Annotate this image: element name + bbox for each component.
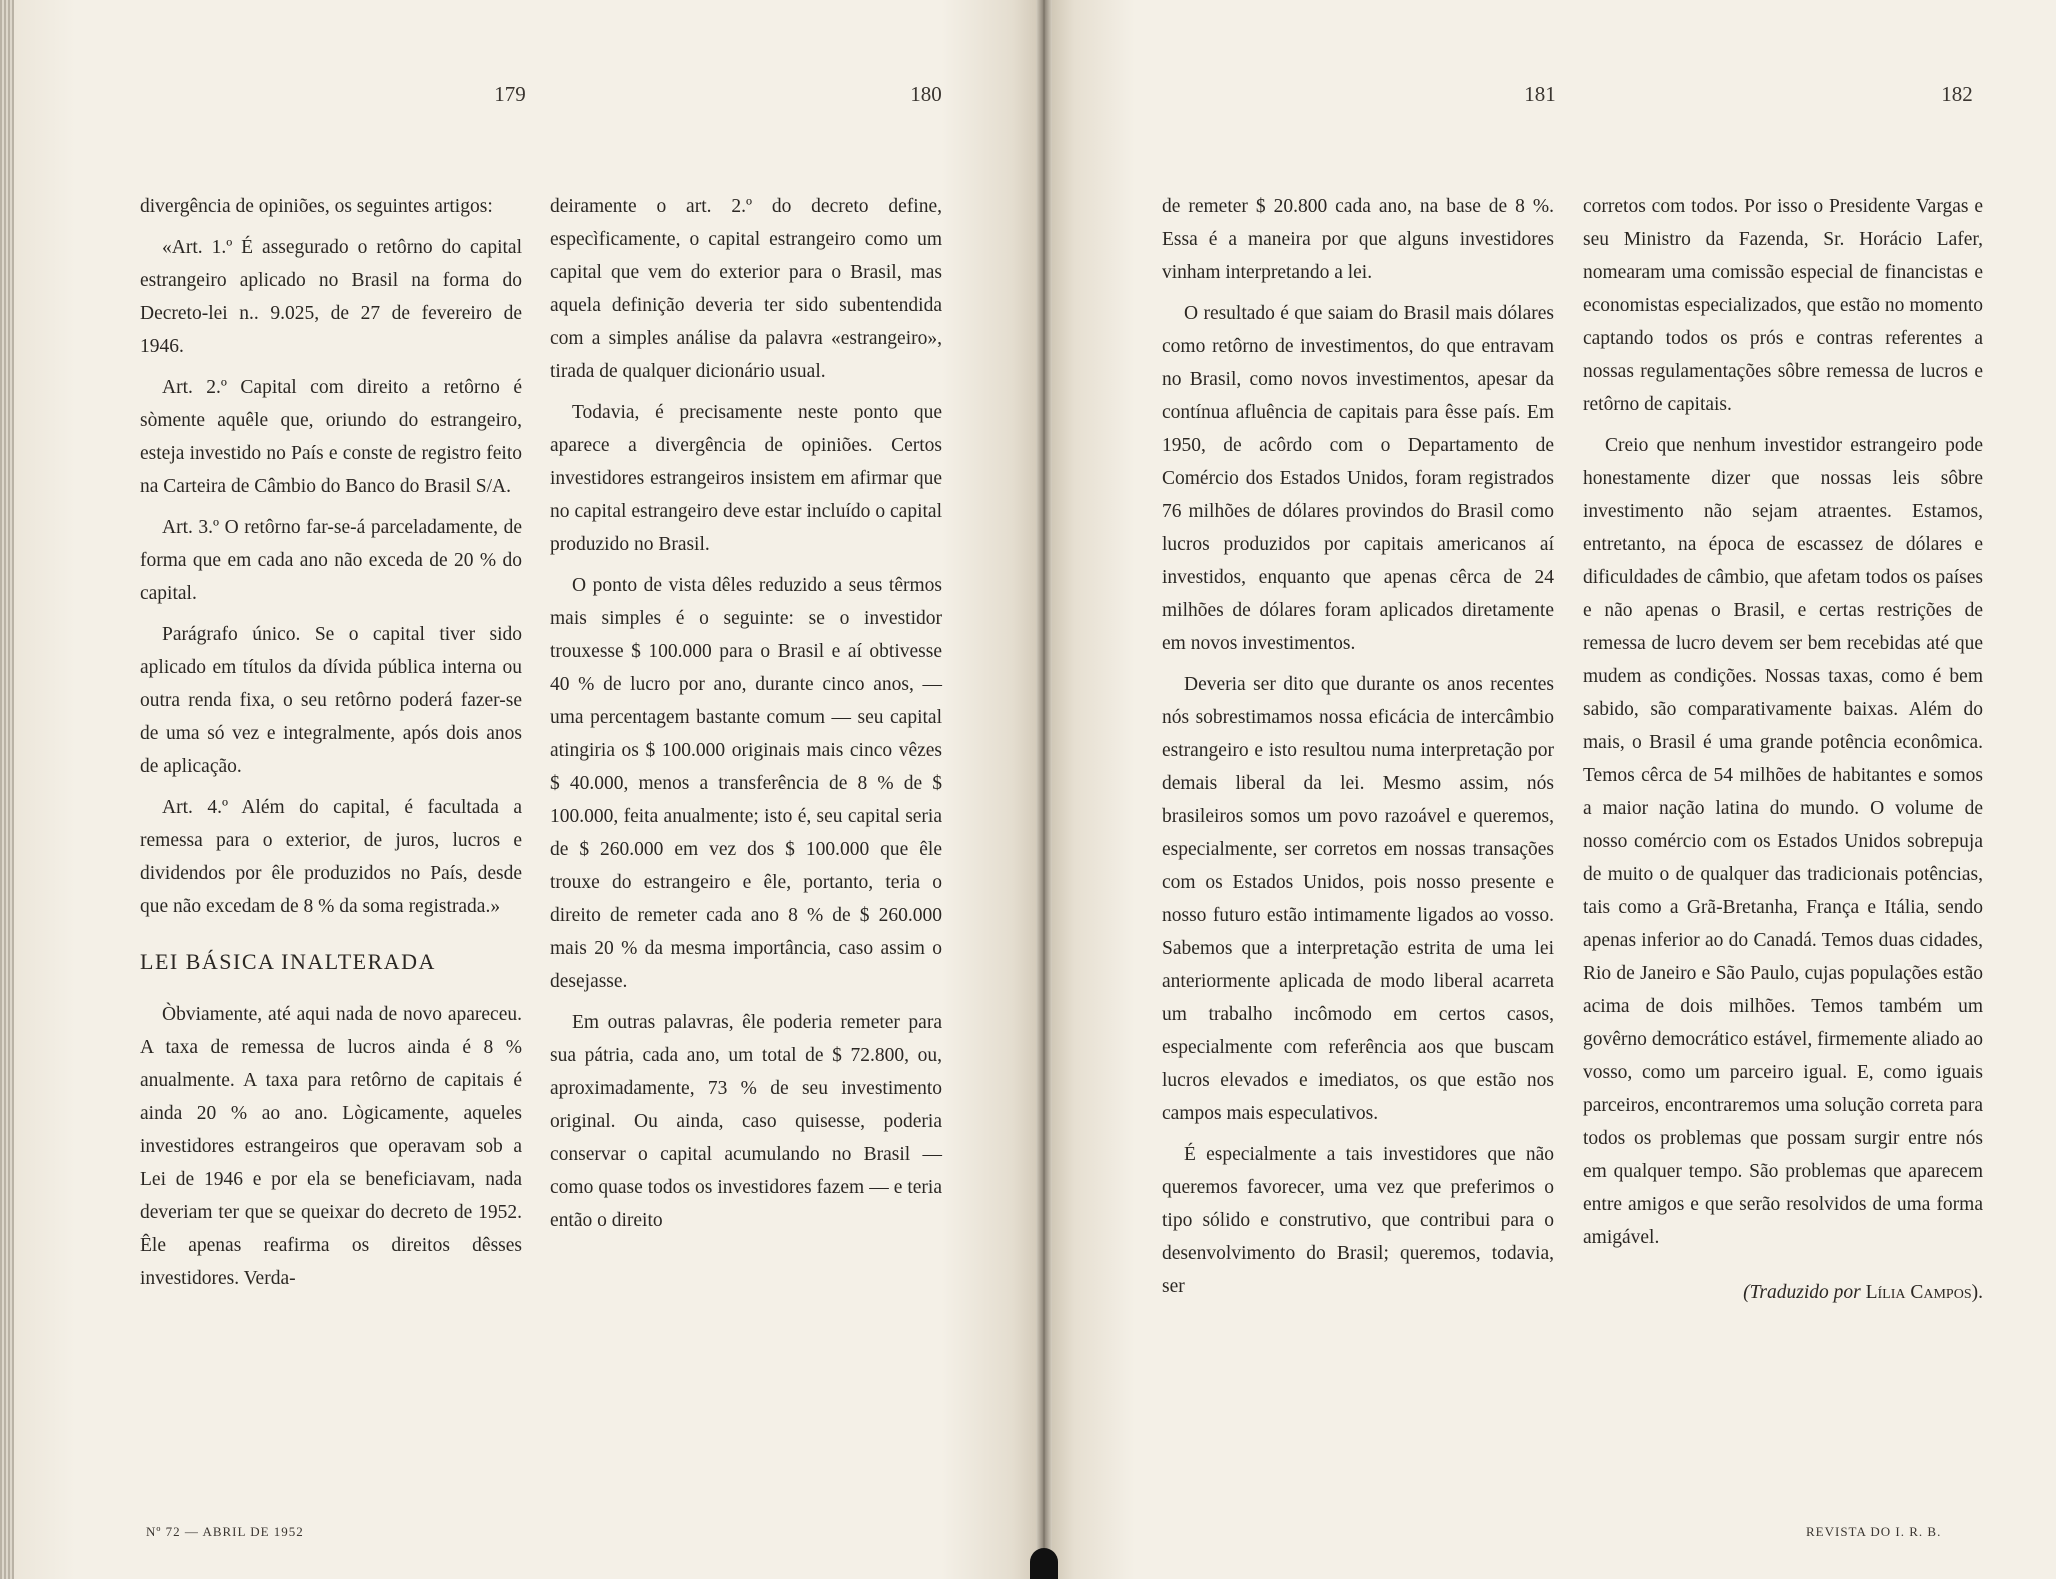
paragraph-art3: Art. 3.º O retôrno far-se-á parceladamente, de forma que em cada ano não exceda de 20 % do capital.	[140, 517, 522, 604]
footer-issue: Nº 72 — ABRIL DE 1952	[146, 1524, 304, 1539]
book-gutter	[1036, 0, 1052, 1579]
paragraph-182-2: Creio que nenhum investidor estrangeiro pode honestamente dizer que nossas leis sôbre investimento não sejam atraentes. Estamos, entretanto, na época de escassez de dólares e dificuldades de câmbio, que afetam todos os países e não apenas o Brasil, e certas restrições de remessa de lucro devem ser bem recebidas até que mudem as condições. Nossas taxas, como é bem sabido, são comparativamente baixas. Além do mais, o Brasil é uma grande potência econômica. Temos cêrca de 54 milhões de habitantes e somos a maior nação latina do mundo. O volume de nosso comércio com os Estados Unidos sobrepuja de muito o de qualquer das tradicionais potências, tais como a Grã-Bretanha, França e Itália, sendo apenas inferior ao do Canadá. Temos duas cidades, Rio de Janeiro e São Paulo, cujas populações estão acima de dois milhões. Temos também um govêrno democrático estável, firmemente aliado ao vosso, como um parceiro igual. E, como iguais parceiros, encontraremos uma solução correta para todos os problemas que possam surgir entre nós em qualquer tempo. São problemas que aparecem entre amigos e que serão resolvidos de uma forma amigável.	[1583, 435, 1983, 1248]
section-heading: LEI BÁSICA INALTERADA	[140, 949, 436, 974]
gutter-shadow	[1030, 1548, 1058, 1579]
page-number-182: 182	[1941, 82, 1973, 106]
paragraph-181-3: Deveria ser dito que durante os anos recentes nós sobrestimamos nossa eficácia de intercâmbio estrangeiro e isto resultou numa interpretação por demais liberal da lei. Mesmo assim, nós brasileiros somos um povo razoável e queremos, especialmente, ser corretos em nossas transações com os Estados Unidos, pois nosso presente e nosso futuro estão intimamente ligados ao vosso. Sabemos que a interpretação estrita de uma lei anteriormente aplicada de modo liberal acarreta um trabalho incômodo em certos casos, especialmente com referência aos que buscam lucros elevados e imediatos, os que estão nos campos mais especulativos.	[1162, 674, 1554, 1124]
credit-label: (Traduzido por	[1743, 1282, 1861, 1303]
paragraph-180-1: deiramente o art. 2.º do decreto define, especìficamente, o capital estrangeiro como um capital que vem do exterior para o Brasil, mas aquela definição deveria ter sido subentendida com a simples análise da palavra «estrangeiro», tirada de qualquer dicionário usual.	[550, 196, 942, 382]
credit-end: ).	[1971, 1282, 1983, 1303]
paragraph-181-2: O resultado é que saiam do Brasil mais dólares como retôrno de investimentos, do que entravam no Brasil, como novos investimentos, apesar da contínua afluência de capitais para êsse país. Em 1950, de acôrdo com o Departamento de Comércio dos Estados Unidos, foram registrados 76 milhões de dólares provindos do Brasil como lucros produzidos por capitais americanos aí investidos, enquanto que apenas cêrca de 24 milhões de dólares foram aplicados diretamente em novos investimentos.	[1162, 303, 1554, 654]
translator-name: Lília Campos	[1865, 1282, 1972, 1303]
page-number-181: 181	[1524, 82, 1556, 106]
footer-journal: REVISTA DO I. R. B.	[1806, 1524, 1942, 1539]
column-page-182	[1583, 190, 1983, 1317]
paragraph-180-2: Todavia, é precisamente neste ponto que aparece a divergência de opiniões. Certos investidores estrangeiros insistem em afirmar que no capital estrangeiro deve estar incluído o capital produzido no Brasil.	[550, 402, 942, 555]
column-page-181	[1162, 190, 1554, 1311]
paragraph-181-1: de remeter $ 20.800 cada ano, na base de 8 %. Essa é a maneira por que alguns investidores vinham interpretando a lei.	[1162, 196, 1554, 283]
paragraph-181-4: É especialmente a tais investidores que não queremos favorecer, uma vez que preferimos o tipo sólido e construtivo, que contribui para o desenvolvimento do Brasil; queremos, todavia, ser	[1162, 1144, 1554, 1297]
paragraph-182-1: corretos com todos. Por isso o Presidente Vargas e seu Ministro da Fazenda, Sr. Horácio Lafer, nomearam uma comissão especial de financistas e economistas especializados, que estão no momento captando todos os prós e contras referentes a nossas regulamentações sôbre remessa de lucros e retôrno de capitais.	[1583, 196, 1983, 415]
page-edges	[0, 0, 14, 1579]
paragraph-art1: «Art. 1.º É assegurado o retôrno do capital estrangeiro aplicado no Brasil na forma do Decreto-lei n.. 9.025, de 27 de fevereiro de 1946.	[140, 237, 522, 357]
paragraph-art4: Art. 4.º Além do capital, é facultada a remessa para o exterior, de juros, lucros e dividendos por êle produzidos no País, desde que não excedam de 8 % da soma registrada.»	[140, 797, 522, 917]
paragraph-intro: divergência de opiniões, os seguintes artigos:	[140, 196, 493, 217]
paragraph-180-4: Em outras palavras, êle poderia remeter para sua pátria, cada ano, um total de $ 72.800, ou, aproximadamente, 73 % de seu investimento original. Ou ainda, caso quisesse, poderia conservar o capital acumulando no Brasil — como quase todos os investidores fazem — e teria então o direito	[550, 1012, 942, 1231]
page-number-180: 180	[910, 82, 942, 106]
paragraph-180-3: O ponto de vista dêles reduzido a seus têrmos mais simples é o seguinte: se o investidor trouxesse $ 100.000 para o Brasil e aí obtivesse 40 % de lucro por ano, durante cinco anos, — uma percentagem bastante comum — seu capital atingiria os $ 100.000 originais mais cinco vêzes $ 40.000, menos a transferência de 8 % de $ 100.000, feita anualmente; isto é, seu capital seria de $ 260.000 em vez dos $ 100.000 que êle trouxe do estrangeiro e êle, portanto, teria o direito de remeter cada ano 8 % de $ 260.000 mais 20 % da mesma importância, caso assim o desejasse.	[550, 575, 942, 992]
column-page-180	[550, 190, 942, 1245]
paragraph-obviamente: Òbviamente, até aqui nada de novo apareceu. A taxa de remessa de lucros ainda é 8 % anualmente. A taxa para retôrno de capitais é ainda 20 % ao ano. Lògicamente, aqueles investidores estrangeiros que operavam sob a Lei de 1946 e por ela se beneficiavam, nada deveriam ter que se queixar do decreto de 1952. Êle apenas reafirma os direitos dêsses investidores. Verda-	[140, 1004, 522, 1289]
column-page-179	[140, 190, 522, 1303]
paragraph-unico: Parágrafo único. Se o capital tiver sido aplicado em títulos da dívida pública interna ou outra renda fixa, o seu retôrno poderá fazer-se de uma só vez e integralmente, após dois anos de aplicação.	[140, 624, 522, 777]
page-number-179: 179	[494, 82, 526, 106]
translation-credit	[1583, 1276, 1983, 1309]
paragraph-art2: Art. 2.º Capital com direito a retôrno é sòmente aquêle que, oriundo do estrangeiro, esteja investido no País e conste de registro feito na Carteira de Câmbio do Banco do Brasil S/A.	[140, 377, 522, 497]
